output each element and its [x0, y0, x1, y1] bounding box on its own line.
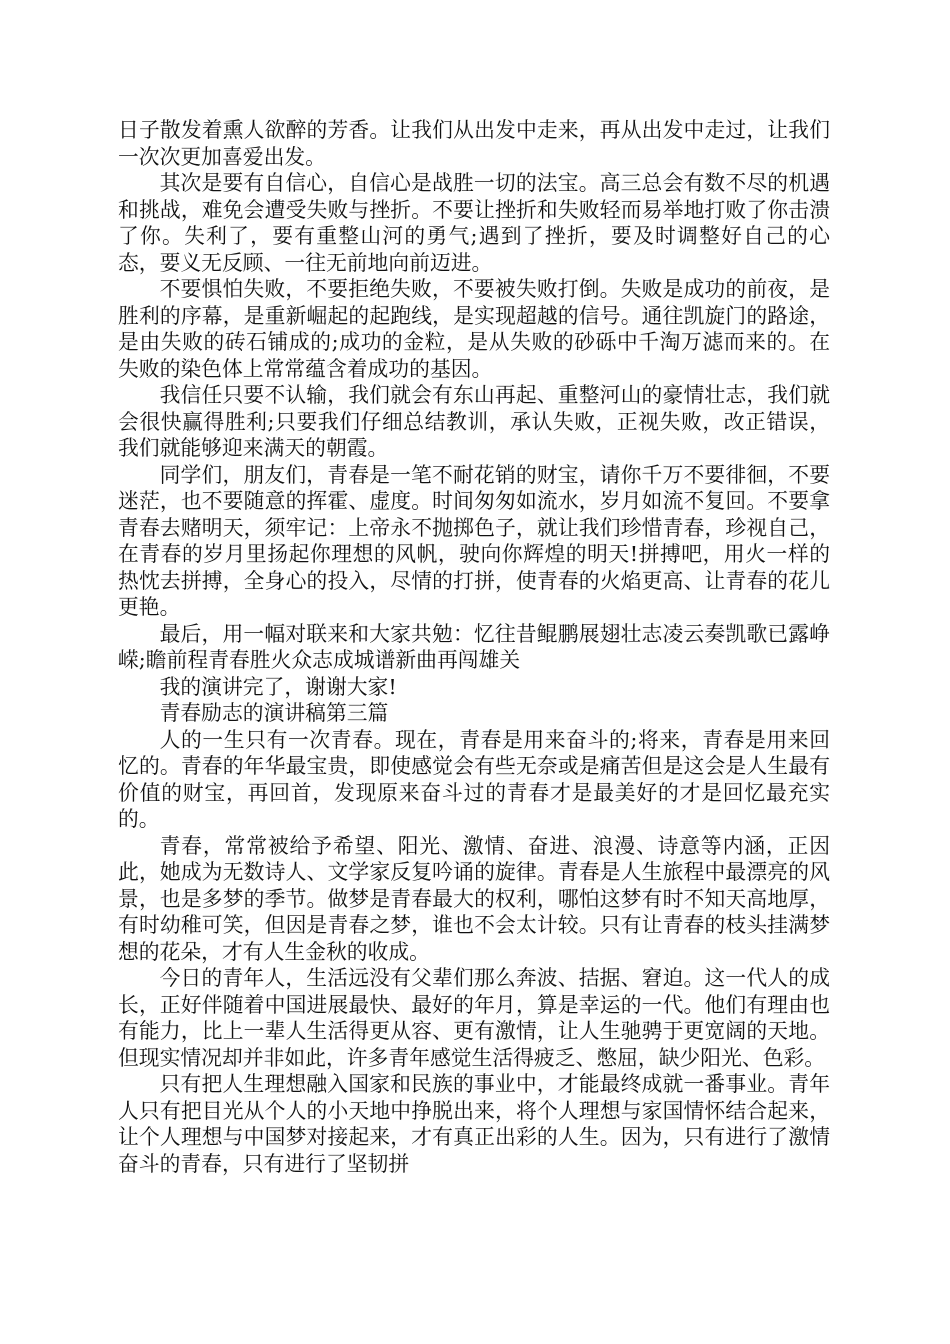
closing-line: 我的演讲完了，谢谢大家! [159, 674, 397, 699]
paragraph: 不要惧怕失败，不要拒绝失败，不要被失败打倒。失败是成功的前夜，是胜利的序幕，是重新崛起的起跑线，是实现超越的信号。通往凯旋门的路途，是由失败的砖石铺成的;成功的金粒，是从失败的砂砾中千淘万滤而来的。在失败的染色体上常常蕴含着成功的基因。 [118, 277, 830, 381]
paragraph: 只有把人生理想融入国家和民族的事业中，才能最终成就一番事业。青年人只有把目光从个人的小天地中挣脱出来，将个人理想与家国情怀结合起来，让个人理想与中国梦对接起来，才有真正出彩的人生。因为，只有进行了激情奋斗的青春，只有进行了坚韧拼 [118, 1072, 830, 1176]
paragraph: 今日的青年人，生活远没有父辈们那么奔波、拮据、窘迫。这一代人的成长，正好伴随着中国进展最快、最好的年月，算是幸运的一代。他们有理由也有能力，比上一辈人生活得更从容、更有激情，让人生驰骋于更宽阔的天地。但现实情况却并非如此，许多青年感觉生活得疲乏、憋屈，缺少阳光、色彩。 [118, 966, 830, 1070]
paragraph: 其次是要有自信心，自信心是战胜一切的法宝。高三总会有数不尽的机遇和挑战，难免会遭受失败与挫折。不要让挫折和失败轻而易举地打败了你击溃了你。失利了，要有重整山河的勇气;遇到了挫折，要及时调整好自己的心态，要义无反顾、一往无前地向前迈进。 [118, 171, 830, 275]
body-text [118, 117, 830, 1177]
paragraph: 我信任只要不认输，我们就会有东山再起、重整河山的豪情壮志，我们就会很快赢得胜利;只要我们仔细总结教训，承认失败，正视失败，改正错误，我们就能够迎来满天的朝霞。 [118, 383, 830, 460]
paragraph: 同学们，朋友们，青春是一笔不耐花销的财宝，请你千万不要徘徊，不要迷茫，也不要随意的挥霍、虚度。时间匆匆如流水，岁月如流不复回。不要拿青春去赌明天，须牢记：上帝永不抛掷色子，就让我们珍惜青春，珍视自己，在青春的岁月里扬起你理想的风帆，驶向你辉煌的明天!拼搏吧，用火一样的热忱去拼搏，全身心的投入，尽情的打拼，使青春的火焰更高、让青春的花儿更艳。 [118, 462, 830, 619]
section-title: 青春励志的演讲稿第三篇 [159, 701, 389, 725]
paragraph: 最后，用一幅对联来和大家共勉：忆往昔鲲鹏展翅壮志凌云奏凯歌已露峥嵘;瞻前程青春胜火众志成城谱新曲再闯雄关 [118, 621, 830, 672]
paragraph: 青春，常常被给予希望、阳光、激情、奋进、浪漫、诗意等内涵，正因此，她成为无数诗人、文学家反复吟诵的旋律。青春是人生旅程中最漂亮的风景，也是多梦的季节。做梦是青春最大的权利，哪怕这梦有时不知天高地厚，有时幼稚可笑，但因是青春之梦，谁也不会太计较。只有让青春的枝头挂满梦想的花朵，才有人生金秋的收成。 [118, 833, 830, 964]
paragraph: 人的一生只有一次青春。现在，青春是用来奋斗的;将来，青春是用来回忆的。青春的年华最宝贵，即使感觉会有些无奈或是痛苦但是这会是人生最有价值的财宝，再回首，发现原来奋斗过的青春才是最美好的才是回忆最充实的。 [118, 727, 830, 831]
paragraph: 日子散发着熏人欲醉的芳香。让我们从出发中走来，再从出发中走过，让我们一次次更加喜爱出发。 [118, 118, 830, 169]
